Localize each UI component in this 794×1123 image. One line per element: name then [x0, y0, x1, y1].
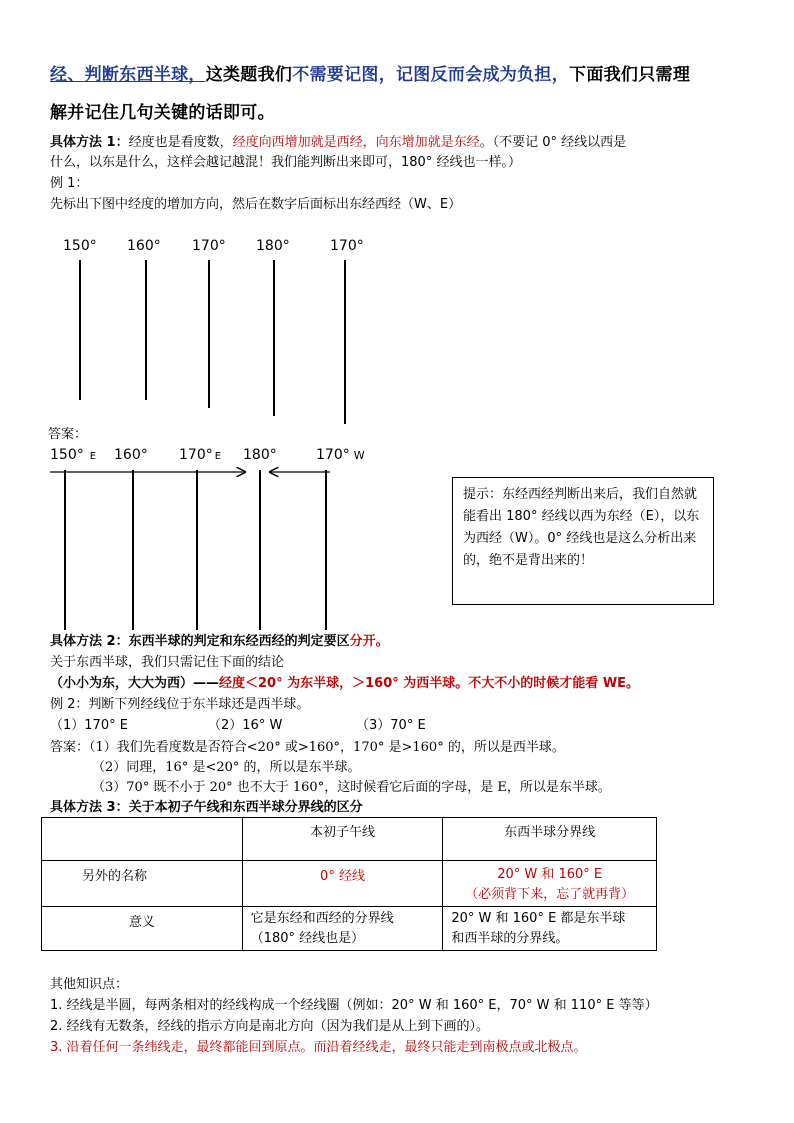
- example2-label: 例 2：判断下列经线位于东半球还是西半球。: [50, 697, 310, 712]
- example1-label: 例 1：: [50, 176, 89, 191]
- heading-part2: 这类题我们: [205, 65, 293, 85]
- meridian-line: [132, 470, 134, 630]
- meridian-line: [145, 260, 147, 400]
- method2-rule-red: 经度＜20° 为东半球，＞160° 为西半球。不大不小的时候才能看 WE。: [219, 676, 640, 691]
- method2-label: 具体方法 2：: [50, 634, 129, 649]
- answer-label-4: 170° W: [316, 447, 365, 463]
- table-cell-line: 20° W 和 160° E: [497, 867, 603, 882]
- table-cell-label: 意义: [42, 907, 243, 951]
- example2-answer-1: 答案：（1）我们先看度数是否符合<20° 或>160°，170° 是>160° 的，所以是西半球。: [50, 740, 565, 755]
- table-header-row: [42, 818, 657, 861]
- other-item-1: 1. 经线是半圆，每两条相对的经线构成一个经线圈（例如：20° W 和 160° E，70° W 和 110° E 等等）: [50, 998, 658, 1013]
- method3-label: 具体方法 3：关于本初子午线和东西半球分界线的区分: [50, 800, 363, 815]
- method1-line-2: 什么，以东是什么，这样会越记越混！我们能判断出来即可，180° 经线也一样。）: [50, 155, 521, 170]
- method1-label: 具体方法 1：: [50, 135, 129, 150]
- table-cell-label: 另外的名称: [42, 861, 243, 907]
- meridian-line: [208, 260, 210, 408]
- example2-item-1: （1）170° E: [50, 718, 128, 733]
- method2-text: 东西半球的判定和东经西经的判定要区: [128, 634, 350, 649]
- direction-arrows: [40, 462, 380, 482]
- table-cell: [242, 907, 443, 951]
- diagram1-label-3: 180°: [256, 238, 290, 254]
- example2-answer-3: （3）70° 既不小于 20° 也不大于 160°，这时候看它后面的字母，是 E，所以是东半球。: [92, 780, 611, 795]
- answer-label-0: 150° E: [50, 447, 97, 463]
- meridian-line: [259, 470, 261, 630]
- meridian-line: [273, 260, 275, 416]
- answer-label-2: 170° E: [179, 447, 222, 463]
- example2-item-3: （3）70° E: [356, 718, 426, 733]
- meridian-line: [344, 260, 346, 424]
- method1-text2: 。（不要记 0° 经线以西是: [479, 135, 627, 150]
- method2-text-end: 分开。: [349, 634, 389, 649]
- table-cell-line: 20° W 和 160° E 都是东半球: [451, 911, 626, 926]
- method2-rule: [50, 674, 639, 694]
- table-cell: [443, 907, 657, 951]
- table-cell-line: （180° 经线也是）: [250, 931, 365, 946]
- method2-line-1: [50, 632, 389, 652]
- example1-instruction: 先标出下图中经度的增加方向，然后在数字后面标出东经西经（W、E）: [50, 197, 462, 212]
- other-item-3: 3. 沿着任何一条纬线走，最终都能回到原点。而沿着经线走，最终只能走到南极点或北极点。: [50, 1040, 587, 1055]
- meridian-line: [325, 470, 327, 630]
- table-cell-line: 和西半球的分界线。: [451, 931, 569, 946]
- method1-red-text: 经度向西增加就是西经，向东增加就是东经: [232, 135, 480, 150]
- other-item-2: 2. 经线有无数条，经线的指示方向是南北方向（因为我们是从上到下画的）。: [50, 1019, 490, 1034]
- method2-rule-black: （小小为东，大大为西）——: [50, 676, 220, 691]
- comparison-table: [41, 817, 657, 951]
- method1-text1: 经度也是看度数，: [128, 135, 233, 150]
- heading-part1: 经、判断东西半球，: [50, 65, 206, 85]
- method1-line-1: [50, 133, 626, 153]
- diagram1-label-4: 170°: [330, 238, 364, 254]
- diagram1-label-1: 160°: [127, 238, 161, 254]
- example2-answer-2: （2）同理，16° 是<20° 的，所以是东半球。: [92, 760, 361, 775]
- table-cell-line: 它是东经和西经的分界线: [250, 911, 394, 926]
- diagram1-label-0: 150°: [63, 238, 97, 254]
- meridian-line: [196, 470, 198, 630]
- table-row: [42, 907, 657, 951]
- meridian-line: [79, 260, 81, 400]
- diagram1-label-2: 170°: [192, 238, 226, 254]
- heading-part3: 不需要记图，记图反而会成为负担，: [292, 65, 570, 85]
- table-cell: 0° 经线: [242, 861, 443, 907]
- other-title: 其他知识点：: [50, 977, 129, 992]
- method2-line-2: 关于东西半球，我们只需记住下面的结论: [50, 655, 285, 670]
- example2-item-2: （2）16° W: [208, 718, 283, 733]
- meridian-line: [64, 470, 66, 630]
- table-row: [42, 861, 657, 907]
- table-cell: [443, 861, 657, 907]
- table-header-cell: [42, 818, 243, 861]
- table-header-cell: 本初子午线: [242, 818, 443, 861]
- hint-box: 提示：东经西经判断出来后，我们自然就能看出 180° 经线以西为东经（E），以东为西经（W）。0° 经线也是这么分析出来的，绝不是背出来的！: [452, 477, 714, 605]
- heading-line-2: 解并记住几句关键的话即可。: [50, 103, 275, 123]
- heading-line-1: [50, 60, 690, 85]
- table-header-cell: 东西半球分界线: [443, 818, 657, 861]
- heading-part4: 下面我们只需理: [569, 65, 691, 85]
- answer-label-1: 160°: [114, 447, 148, 463]
- answer-label-3: 180°: [243, 447, 277, 463]
- answer-label: 答案：: [48, 427, 88, 442]
- table-cell-line: （必须背下来，忘了就再背）: [465, 887, 635, 902]
